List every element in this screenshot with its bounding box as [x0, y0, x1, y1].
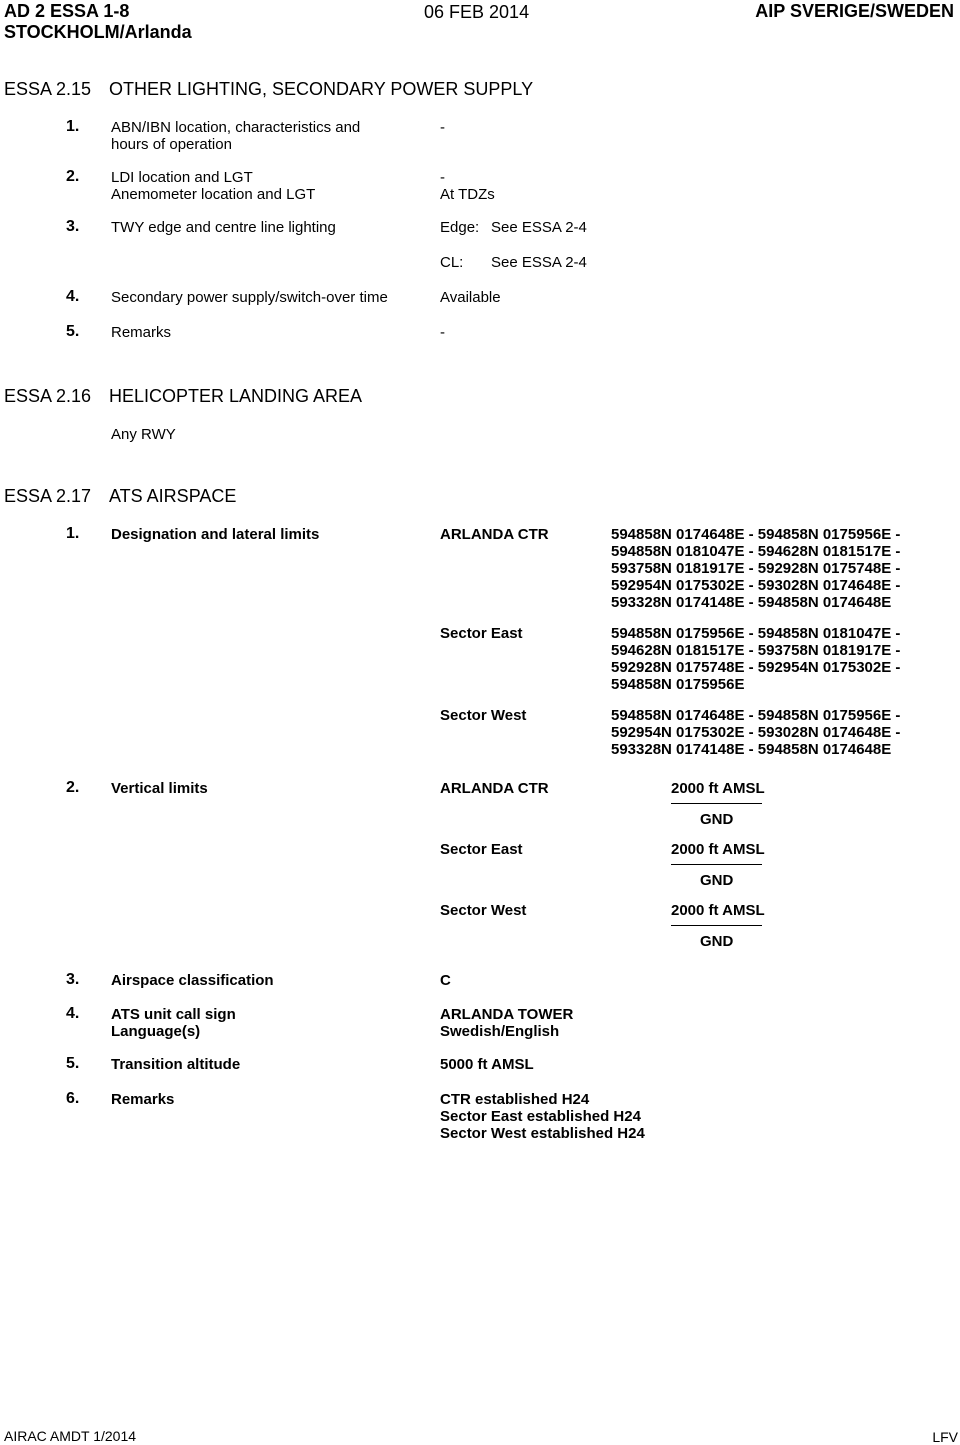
item-number: 3.: [66, 971, 80, 988]
item-value: Swedish/English: [440, 1023, 560, 1040]
upper-limit: 2000 ft AMSL: [671, 780, 765, 797]
item-value: -: [440, 324, 445, 341]
item-value: Sector East established H24: [440, 1108, 641, 1125]
limit-divider: [671, 803, 762, 804]
item-number: 5.: [66, 1055, 80, 1072]
item-number: 4.: [66, 288, 80, 305]
item-value: Available: [440, 289, 501, 306]
upper-limit: 2000 ft AMSL: [671, 902, 765, 919]
coord-line: 593328N 0174148E - 594858N 0174648E: [611, 741, 892, 758]
item-number: 5.: [66, 323, 80, 340]
coord-line: 594858N 0174648E - 594858N 0175956E -: [611, 526, 901, 543]
edge-label: Edge:: [440, 219, 480, 236]
coord-line: 593328N 0174148E - 594858N 0174648E: [611, 594, 892, 611]
item-label: Vertical limits: [111, 780, 208, 797]
coord-line: 594858N 0181047E - 594628N 0181517E -: [611, 543, 901, 560]
area-name: Sector East: [440, 625, 523, 642]
item-number: 6.: [66, 1090, 80, 1107]
item-label: Anemometer location and LGT: [111, 186, 316, 203]
area-name: Sector West: [440, 902, 527, 919]
helicopter-area-text: Any RWY: [111, 426, 176, 443]
upper-limit: 2000 ft AMSL: [671, 841, 765, 858]
item-number: 1.: [66, 118, 80, 135]
footer-amendment: AIRAC AMDT 1/2014: [4, 1428, 137, 1444]
item-label: LDI location and LGT: [111, 169, 253, 186]
item-number: 1.: [66, 525, 80, 542]
item-label: hours of operation: [111, 136, 232, 153]
item-value: CTR established H24: [440, 1091, 590, 1108]
limit-divider: [671, 864, 762, 865]
coord-line: 592954N 0175302E - 593028N 0174648E -: [611, 724, 901, 741]
item-label: Remarks: [111, 324, 172, 341]
item-value: Sector West established H24: [440, 1125, 645, 1142]
area-name: Sector West: [440, 707, 527, 724]
item-number: 4.: [66, 1005, 80, 1022]
coord-line: 594858N 0175956E - 594858N 0181047E -: [611, 625, 901, 642]
location-name: STOCKHOLM/Arlanda: [4, 22, 192, 42]
section-code-2-17: ESSA 2.17: [4, 486, 92, 506]
area-name: Sector East: [440, 841, 523, 858]
item-label: ABN/IBN location, characteristics and: [111, 119, 361, 136]
cl-value: See ESSA 2-4: [491, 254, 587, 271]
publication-date: 06 FEB 2014: [424, 2, 530, 22]
coord-line: 592928N 0175748E - 592954N 0175302E -: [611, 659, 901, 676]
area-name: ARLANDA CTR: [440, 780, 549, 797]
lower-limit: GND: [700, 872, 734, 889]
section-title-2-16: HELICOPTER LANDING AREA: [109, 386, 363, 406]
item-number: 2.: [66, 168, 80, 185]
lower-limit: GND: [700, 811, 734, 828]
section-title-2-15: OTHER LIGHTING, SECONDARY POWER SUPPLY: [109, 79, 534, 99]
item-value: At TDZs: [440, 186, 495, 203]
item-value: 5000 ft AMSL: [440, 1056, 534, 1073]
coord-line: 594858N 0175956E: [611, 676, 745, 693]
coord-line: 593758N 0181917E - 592928N 0175748E -: [611, 560, 901, 577]
edge-value: See ESSA 2-4: [491, 219, 587, 236]
section-code-2-16: ESSA 2.16: [4, 386, 92, 406]
item-number: 3.: [66, 218, 80, 235]
cl-label: CL:: [440, 254, 464, 271]
lower-limit: GND: [700, 933, 734, 950]
item-label: Secondary power supply/switch-over time: [111, 289, 388, 306]
section-code-2-15: ESSA 2.15: [4, 79, 92, 99]
coord-line: 592954N 0175302E - 593028N 0174648E -: [611, 577, 901, 594]
publisher: AIP SVERIGE/SWEDEN: [755, 1, 954, 21]
page-id: AD 2 ESSA 1-8: [4, 1, 130, 21]
item-value: ARLANDA TOWER: [440, 1006, 574, 1023]
footer-publisher: LFV: [932, 1429, 958, 1445]
item-label: Remarks: [111, 1091, 175, 1108]
item-label: Transition altitude: [111, 1056, 241, 1073]
coord-line: 594858N 0174648E - 594858N 0175956E -: [611, 707, 901, 724]
item-label: ATS unit call sign: [111, 1006, 236, 1023]
item-label: Designation and lateral limits: [111, 526, 320, 543]
item-value: -: [440, 169, 445, 186]
item-label: Language(s): [111, 1023, 201, 1040]
area-name: ARLANDA CTR: [440, 526, 549, 543]
item-label: Airspace classification: [111, 972, 274, 989]
item-number: 2.: [66, 779, 80, 796]
item-value: -: [440, 119, 445, 136]
section-title-2-17: ATS AIRSPACE: [109, 486, 237, 506]
item-label: TWY edge and centre line lighting: [111, 219, 336, 236]
coord-line: 594628N 0181517E - 593758N 0181917E -: [611, 642, 901, 659]
item-value: C: [440, 972, 451, 989]
limit-divider: [671, 925, 762, 926]
